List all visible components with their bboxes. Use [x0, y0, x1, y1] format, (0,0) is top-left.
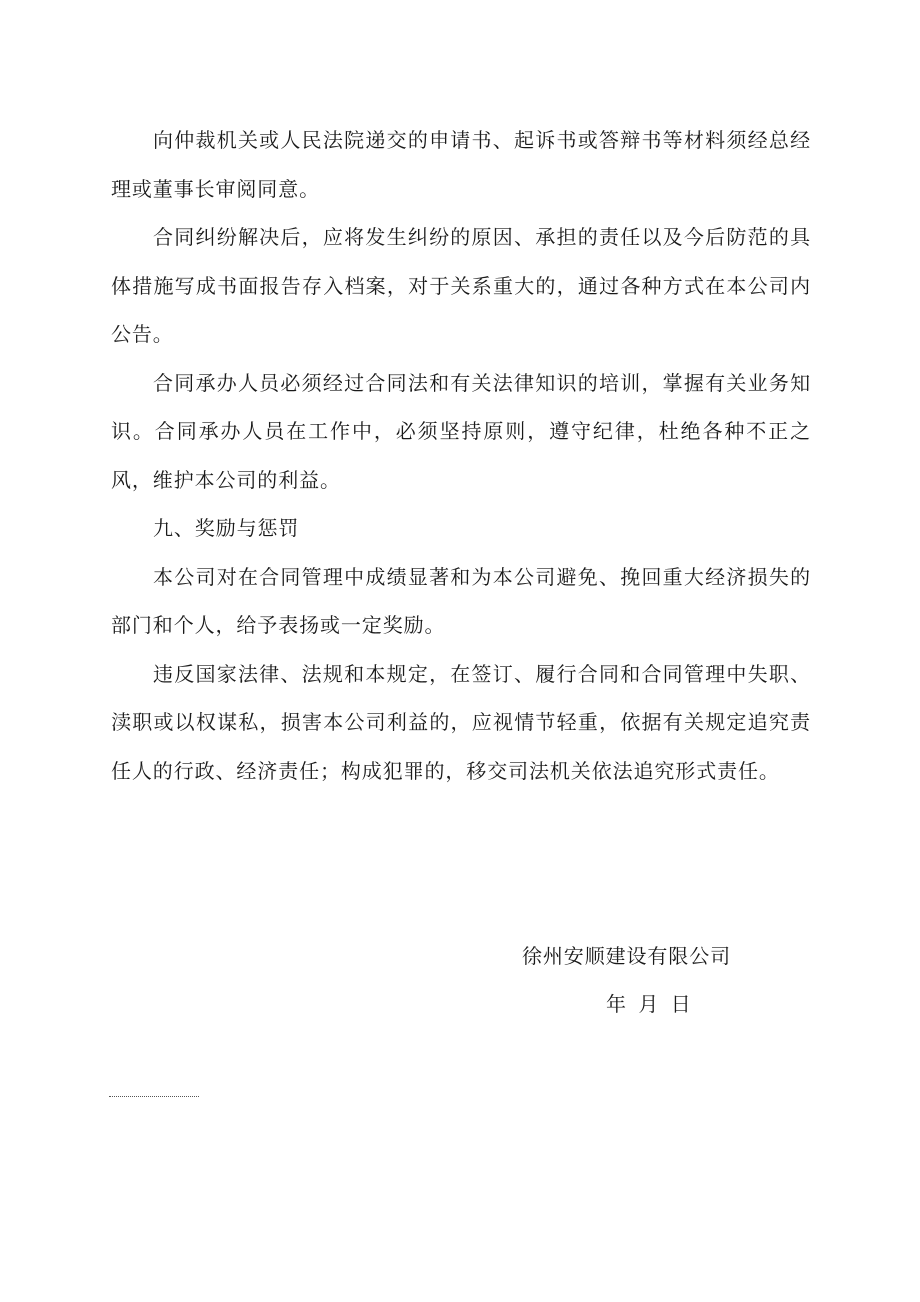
document-body [111, 116, 811, 795]
paragraph-dispute-report: 合同纠纷解决后，应将发生纠纷的原因、承担的责任以及今后防范的具体措施写成书面报告存入档案，对于关系重大的，通过各种方式在本公司内公告。 [111, 225, 811, 346]
paragraph-rewards: 本公司对在合同管理中成绩显著和为本公司避免、挽回重大经济损失的部门和个人，给予表扬或一定奖励。 [111, 564, 811, 637]
paragraph-arbitration-materials: 向仲裁机关或人民法院递交的申请书、起诉书或答辩书等材料须经总经理或董事长审阅同意。 [111, 128, 811, 201]
section-heading-rewards-penalties: 九、奖励与惩罚 [153, 516, 300, 540]
signature-company-name: 徐州安顺建设有限公司 [522, 944, 731, 968]
paragraph-penalties: 违反国家法律、法规和本规定，在签订、履行合同和合同管理中失职、渎职或以权谋私，损害本公司利益的，应视情节轻重，依据有关规定追究责任人的行政、经济责任；构成犯罪的，移交司法机关依法追究形式责任。 [111, 661, 811, 783]
signature-date: 年 月 日 [606, 992, 691, 1016]
footnote-divider [109, 1096, 199, 1097]
paragraph-staff-training: 合同承办人员必须经过合同法和有关法律知识的培训，掌握有关业务知识。合同承办人员在工作中，必须坚持原则，遵守纪律，杜绝各种不正之风，维护本公司的利益。 [111, 370, 811, 492]
